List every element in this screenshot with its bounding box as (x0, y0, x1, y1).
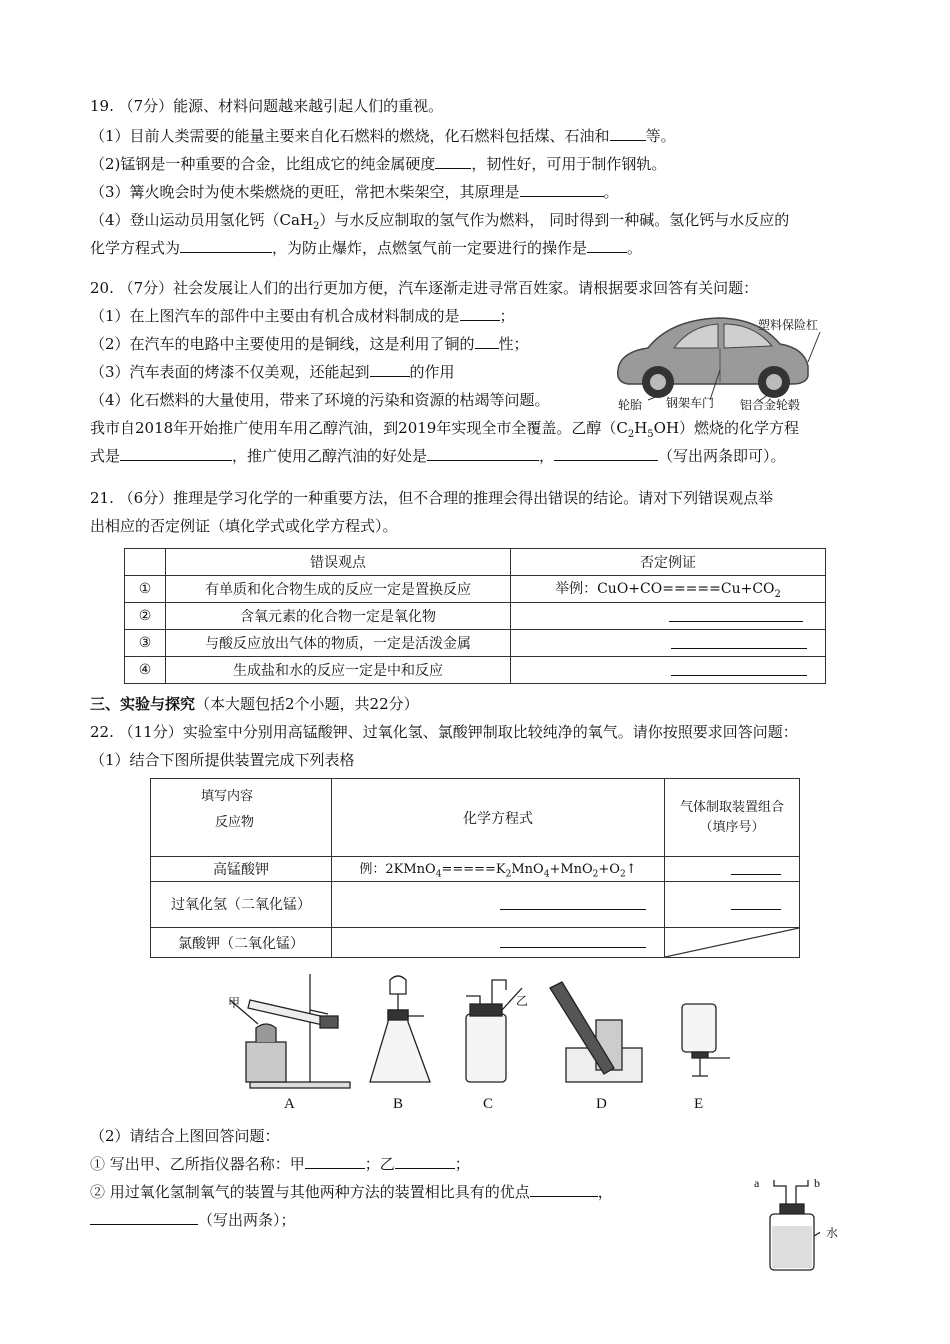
q20-p5-h: H (634, 419, 648, 437)
fig-label-c: C (483, 1096, 494, 1112)
q20-part3 (90, 362, 455, 382)
bottle-label-b: b (814, 1176, 820, 1190)
q21-row2-no: ② (125, 603, 166, 630)
q20-p2-end: 性； (498, 335, 529, 353)
q22-blank-jia[interactable] (305, 1154, 365, 1169)
apparatus-figures (220, 970, 760, 1090)
q19-p5-end: 。 (627, 239, 643, 257)
label-yi: 乙 (516, 994, 529, 1008)
car-label-wheel: 铝合金轮毂 (740, 398, 801, 412)
q19-blank5[interactable] (587, 238, 627, 253)
q19-part4 (90, 210, 789, 237)
q22-eq-a: 例：2KMnO (359, 862, 436, 878)
q20-head: 20. （7分）社会发展让人们的出行更加方便，汽车逐渐走进寻常百姓家。请根据要求回答有关问题： (90, 279, 759, 297)
q21-row4-no: ④ (125, 657, 166, 684)
q22-table (150, 778, 800, 958)
q22-eq-s4: 2 (592, 869, 599, 880)
apparatus-a (230, 974, 350, 1088)
q21-head2: 出相应的否定例证（填化学式或化学方程式）。 (90, 517, 398, 535)
q21-col-wrong: 错误观点 (166, 549, 511, 576)
car-label-door: 钢架车门 (666, 396, 715, 410)
q19-p1-end: 等。 (645, 127, 676, 145)
q20-part1 (90, 306, 515, 326)
q20-blank5[interactable] (427, 446, 539, 461)
bottle-label-water: 水 (826, 1226, 839, 1240)
q22-row3-reactant: 氯酸钾（二氧化锰） (151, 928, 332, 958)
q22-blank-yi[interactable] (395, 1154, 455, 1169)
q20-blank6[interactable] (554, 446, 658, 461)
q20-p3-end: 的作用 (409, 363, 455, 381)
q21-head: 21. （6分）推理是学习化学的一种重要方法，但不合理的推理会得出错误的结论。请对下列错误观点举 (90, 489, 774, 507)
q20-part4: （4）化石燃料的大量使用，带来了环境的污染和资源的枯竭等问题。 (90, 391, 550, 409)
q22-blank-adv2[interactable] (90, 1210, 198, 1225)
q22-p3-mid: ；乙 (364, 1155, 395, 1173)
wash-bottle-figure (760, 1176, 820, 1272)
q20-p5-text2: OH）燃烧的化学方程 (653, 419, 800, 437)
q22-blank-e2[interactable] (500, 895, 646, 910)
q20-p5-sub1: 2 (627, 429, 635, 440)
q20-p1-text: （1）在上图汽车的部件中主要由有机合成材料制成的是 (90, 307, 460, 325)
q19-p4-text: （4）登山运动员用氢化钙（CaH (90, 211, 314, 229)
q20-part6 (90, 446, 786, 466)
q22-eq-s5: 2 (619, 869, 626, 880)
q22-part5 (90, 1210, 296, 1230)
q20-p3-text: （3）汽车表面的烤漆不仅美观，还能起到 (90, 363, 370, 381)
q22-part4 (90, 1182, 613, 1202)
q21-row4-view: 生成盐和水的反应一定是中和反应 (166, 657, 511, 684)
q19-part1 (90, 126, 676, 146)
q21-row4-example[interactable] (511, 657, 826, 684)
q19-p1-text: （1）目前人类需要的能量主要来自化石燃料的燃烧，化石燃料包括煤、石油和 (90, 127, 610, 145)
label-jia: 甲 (228, 996, 241, 1010)
q19-p3-text: （3）篝火晚会时为使木柴燃烧的更旺，常把木柴架空，其原理是 (90, 183, 520, 201)
q20-p6-text: 式是 (90, 447, 121, 465)
q22-eq-f: ↑ (625, 862, 637, 878)
q20-p5-sub2: 5 (647, 429, 654, 440)
q22-blank-d2[interactable] (731, 895, 781, 910)
q22-row1-eq (332, 857, 665, 882)
q22-eq-b: =====K (441, 862, 506, 878)
q19-blank3[interactable] (520, 182, 604, 197)
car-label-tire: 轮胎 (618, 398, 643, 412)
car-label-bumper: 塑料保险杠 (758, 318, 819, 332)
section3-heading (90, 694, 419, 714)
q22-row2-device[interactable] (665, 882, 800, 928)
q20-p5-text: 我市自2018年开始推广使用车用乙醇汽油，到2019年实现全市全覆盖。乙醇（C (90, 419, 628, 437)
q22-part3 (90, 1154, 470, 1174)
q19-blank1[interactable] (610, 126, 646, 141)
q21-row3-view: 与酸反应放出气体的物质，一定是活泼金属 (166, 630, 511, 657)
q20-part2 (90, 334, 529, 354)
q19-p4-sub: 2 (313, 221, 320, 232)
fig-label-d: D (596, 1096, 607, 1112)
q19-p2-text: （2)锰钢是一种重要的合金，比组成它的纯金属硬度 (90, 155, 436, 173)
q22-eq-s2: 2 (505, 869, 512, 880)
q20-blank1[interactable] (460, 306, 500, 321)
q22-row2-reactant: 过氧化氢（二氧化锰） (151, 882, 332, 928)
q21-blank2[interactable] (669, 607, 803, 622)
fig-label-e: E (694, 1096, 704, 1112)
q22-eq-d: +MnO (549, 862, 593, 878)
q22-row1-reactant: 高锰酸钾 (151, 857, 332, 882)
q21-row2-view: 含氧元素的化合物一定是氧化物 (166, 603, 511, 630)
q22-eq-s1: 4 (435, 869, 442, 880)
q19-part5 (90, 238, 642, 258)
q22-blank-d1[interactable] (731, 860, 781, 875)
q20-p1-end: ； (499, 307, 515, 325)
q22-blank-e3[interactable] (500, 933, 646, 948)
q19-blank4[interactable] (180, 238, 272, 253)
q20-p6-comma: ， (539, 447, 555, 465)
q19-part3 (90, 182, 619, 202)
q21-corner (125, 549, 166, 576)
apparatus-c (466, 980, 522, 1082)
q20-blank4[interactable] (120, 446, 232, 461)
q22-hdr-content: 填写内容 (201, 789, 254, 804)
q20-p2-text: （2）在汽车的电路中主要使用的是铜线，这是利用了铜的 (90, 335, 475, 353)
q21-row1-example (511, 576, 826, 603)
q21-col-counter: 否定例证 (511, 549, 826, 576)
q22-p3-text: ① 写出甲、乙所指仪器名称：甲 (90, 1155, 305, 1173)
q22-hdr-reactant: 反应物 (215, 815, 255, 830)
q20-blank3[interactable] (370, 362, 410, 377)
q21-row1-example-text: 举例：CuO+CO=====Cu+CO (555, 581, 775, 598)
q22-blank-adv1[interactable] (530, 1182, 598, 1197)
q21-row2-example[interactable] (511, 603, 826, 630)
q22-part1: （1）结合下图所提供装置完成下列表格 (90, 751, 355, 769)
q19-p5-text: 化学方程式为 (90, 239, 181, 257)
q19-part2 (90, 154, 666, 174)
q22-header-corner (151, 779, 332, 857)
q22-eq-s3: 4 (543, 869, 550, 880)
fig-label-a: A (284, 1096, 295, 1112)
q21-row3-example[interactable] (511, 630, 826, 657)
q19-head: 19. （7分）能源、材料问题越来越引起人们的重视。 (90, 97, 444, 115)
q22-row1-device[interactable] (665, 857, 800, 882)
q22-p3-end: ； (454, 1155, 470, 1173)
q19-p4-text2: ）与水反应制取的氢气作为燃料， 同时得到一种碱。氢化钙与水反应的 (319, 211, 790, 229)
diagonal-line (665, 928, 799, 957)
apparatus-e (682, 1004, 730, 1076)
q22-hdr-eq: 化学方程式 (332, 779, 665, 857)
q22-p4-text: ② 用过氧化氢制氧气的装置与其他两种方法的装置相比具有的优点 (90, 1183, 530, 1201)
section3-note: （本大题包括2个小题，共22分） (195, 695, 419, 713)
q21-blank4[interactable] (671, 661, 807, 676)
q19-p5-mid: ，为防止爆炸，点燃氢气前一定要进行的操作是 (272, 239, 588, 257)
q21-row1-view: 有单质和化合物生成的反应一定是置换反应 (166, 576, 511, 603)
q19-p3-end: 。 (603, 183, 619, 201)
q19-p2-end: ，韧性好，可用于制作钢轨。 (471, 155, 667, 173)
q22-eq-c: MnO (511, 862, 544, 878)
apparatus-b (370, 976, 430, 1082)
q22-part2: （2）请结合上图回答问题： (90, 1127, 280, 1145)
q22-hdr-device: 气体制取装置组合（填序号） (665, 779, 800, 857)
q22-p4-end: ， (597, 1183, 613, 1201)
q22-row2-eq[interactable] (332, 882, 665, 928)
q21-blank3[interactable] (671, 634, 807, 649)
section3-title: 三、实验与探究 (90, 695, 196, 713)
q22-head: 22. （11分）实验室中分别用高锰酸钾、过氧化氢、氯酸钾制取比较纯净的氧气。请你按照要求回答问题： (90, 723, 798, 741)
apparatus-d (550, 982, 642, 1082)
q22-row3-eq[interactable] (332, 928, 665, 958)
q20-p6-mid: ，推广使用乙醇汽油的好处是 (232, 447, 428, 465)
q21-table (124, 548, 826, 684)
q20-part5 (90, 418, 799, 445)
q20-p6-end: （写出两条即可）。 (658, 447, 786, 465)
q21-row1-sub: 2 (774, 588, 781, 600)
q19-blank2[interactable] (435, 154, 471, 169)
fig-label-b: B (393, 1096, 404, 1112)
q20-blank2[interactable] (475, 334, 499, 349)
q22-row3-device-na (665, 928, 800, 958)
q21-row3-no: ③ (125, 630, 166, 657)
bottle-label-a: a (754, 1176, 760, 1190)
q21-row1-no: ① (125, 576, 166, 603)
q22-p5-text: （写出两条）； (198, 1211, 296, 1229)
q22-eq-e: +O (598, 862, 620, 878)
